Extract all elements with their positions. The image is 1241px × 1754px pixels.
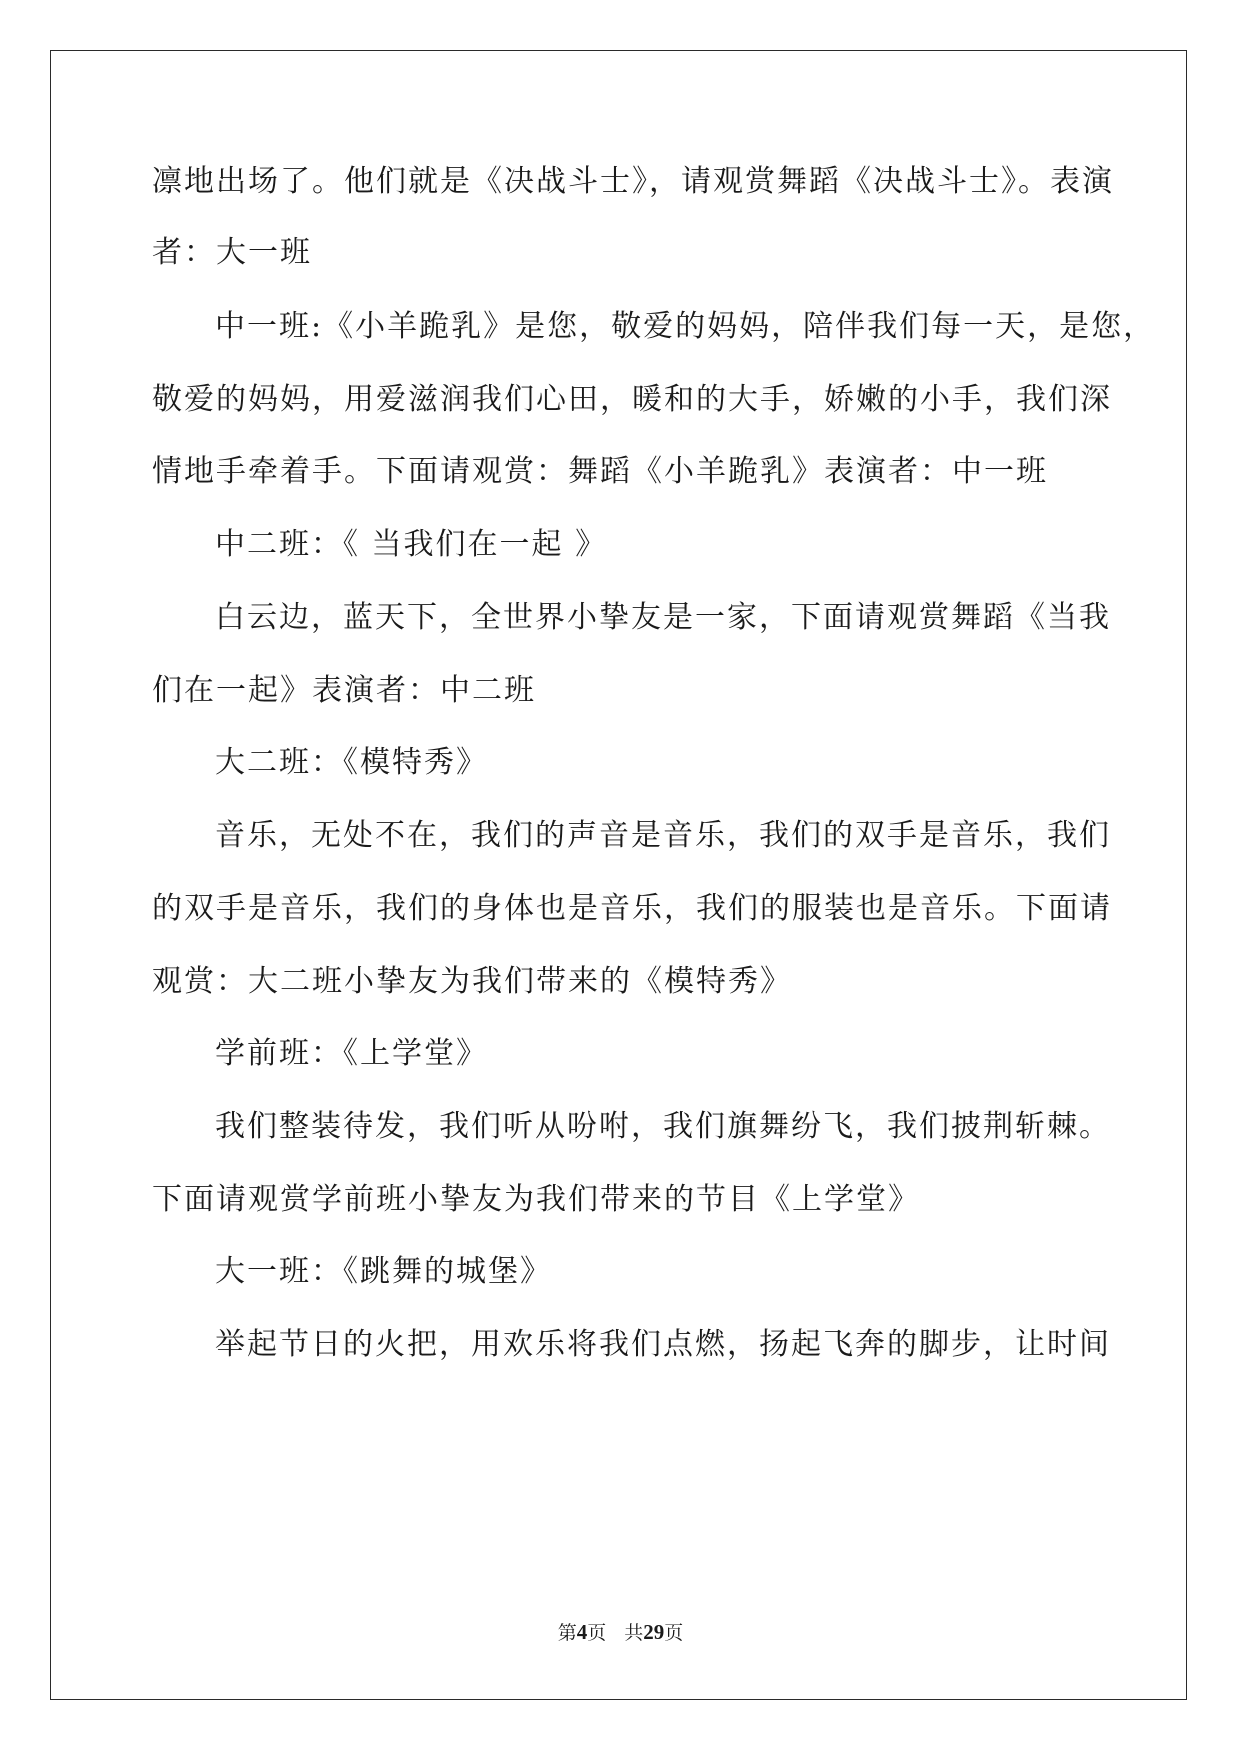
page-suffix: 页: [587, 1622, 607, 1644]
text-line: 敬爱的妈妈，用爱滋润我们心田，暖和的大手，娇嫩的小手，我们深: [152, 382, 1112, 417]
page-footer: [0, 1618, 1241, 1645]
paragraph-heading: 中一班:《小羊跪乳》是您，敬爱的妈妈，陪伴我们每一天，是您，: [215, 309, 1156, 344]
text-line: 者：大一班: [152, 235, 312, 270]
text-line: 情地手牵着手。下面请观赏：舞蹈《小羊跪乳》表演者：中一班: [152, 454, 1048, 489]
text-line: 的双手是音乐，我们的身体也是音乐，我们的服装也是音乐。下面请: [152, 891, 1112, 926]
text-line: 音乐，无处不在，我们的声音是音乐，我们的双手是音乐，我们: [215, 818, 1111, 853]
page-current: 4: [576, 1620, 588, 1644]
paragraph-heading: 大二班：《模特秀》: [215, 745, 488, 780]
text-line: 举起节日的火把，用欢乐将我们点燃，扬起飞奔的脚步，让时间: [215, 1327, 1111, 1362]
paragraph-heading: 中二班：《 当我们在一起 》: [215, 527, 608, 562]
paragraph-heading: 大一班：《跳舞的城堡》: [215, 1254, 552, 1289]
page-border: [50, 50, 1187, 1700]
paragraph-heading: 学前班：《上学堂》: [215, 1036, 488, 1071]
text-line: 白云边，蓝天下，全世界小挚友是一家，下面请观赏舞蹈《当我: [215, 600, 1111, 635]
text-line: 们在一起》表演者：中二班: [152, 673, 536, 708]
text-line: 下面请观赏学前班小挚友为我们带来的节目《上学堂》: [152, 1182, 920, 1217]
page-prefix: 第: [557, 1622, 577, 1644]
total-prefix: 共: [624, 1622, 644, 1644]
page-total: 29: [643, 1620, 665, 1644]
total-suffix: 页: [664, 1622, 684, 1644]
text-line: 凛地出场了。他们就是《决战斗士》，请观赏舞蹈《决战斗士》。表演: [152, 164, 1114, 199]
text-line: 观赏：大二班小挚友为我们带来的《模特秀》: [152, 964, 792, 999]
text-line: 我们整装待发，我们听从吩咐，我们旗舞纷飞，我们披荆斩棘。: [215, 1109, 1111, 1144]
